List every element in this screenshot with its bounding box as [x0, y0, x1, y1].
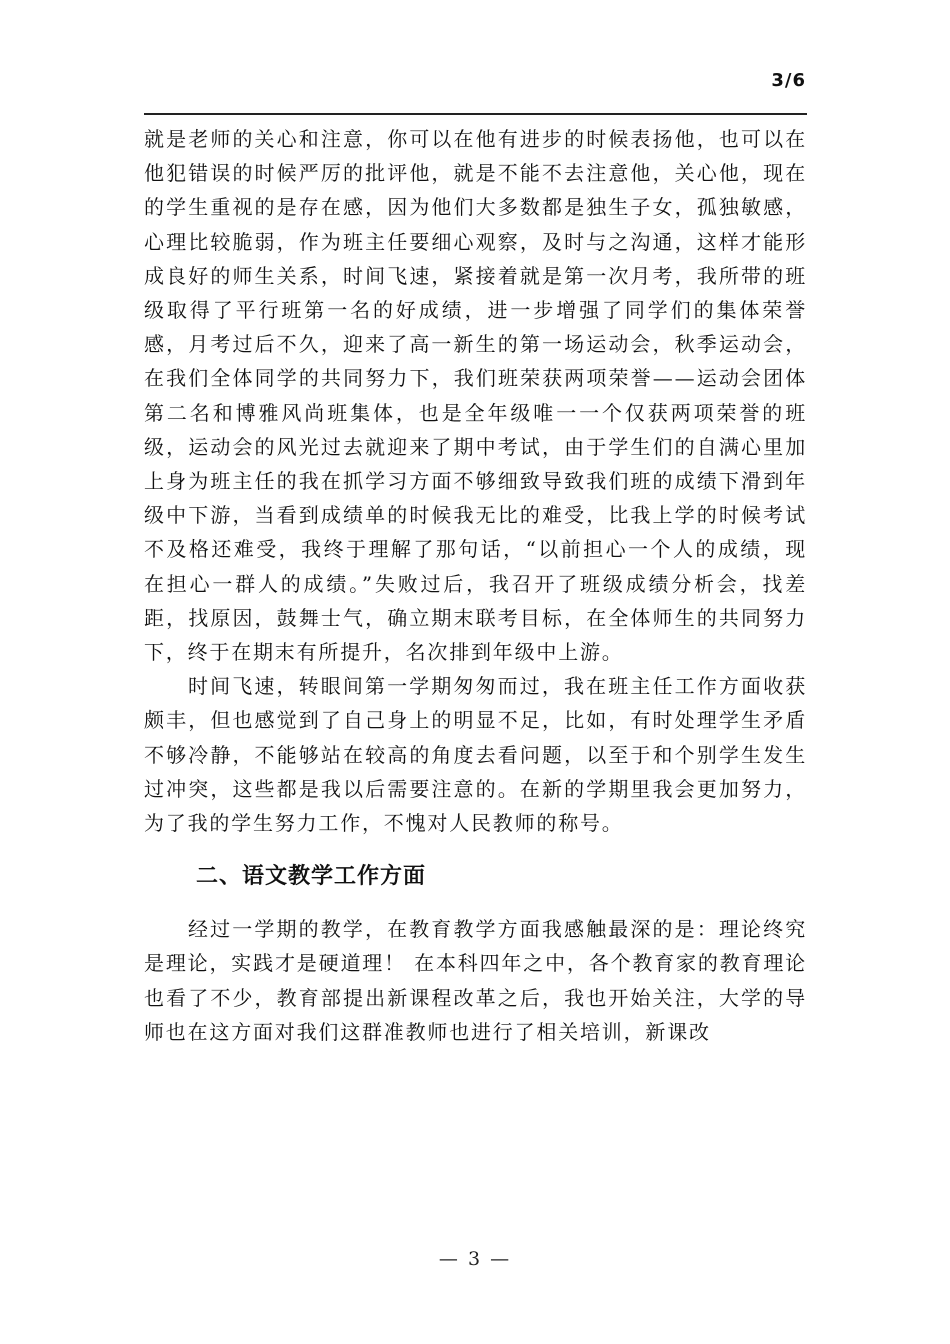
page-indicator: 3/6	[771, 70, 806, 91]
document-body	[144, 122, 807, 1049]
footer-page-number: — 3 —	[438, 1248, 512, 1270]
paragraph-teaching-experience: 经过一学期的教学，在教育教学方面我感触最深的是：理论终究是理论，实践才是硬道理！ 在本科四年之中，各个教育家的教育理论也看了不少，教育部提出新课程改革之后，我也开始关注，大学的导师也在这方面对我们这群准教师也进行了相关培训，新课改	[144, 917, 807, 1044]
header-divider	[144, 113, 807, 115]
section-heading-chinese-teaching: 二、语文教学工作方面	[196, 864, 427, 890]
paragraph-class-management-continued: 就是老师的关心和注意，你可以在他有进步的时候表扬他，也可以在他犯错误的时候严厉的批评他，就是不能不去注意他，关心他，现在的学生重视的是存在感，因为他们大多数都是独生子女，孤独敏感，心理比较脆弱，作为班主任要细心观察，及时与之沟通，这样才能形成良好的师生关系，时间飞速，紧接着就是第一次月考，我所带的班级取得了平行班第一名的好成绩，进一步增强了同学们的集体荣誉感，月考过后不久，迎来了高一新生的第一场运动会，秋季运动会，在我们全体同学的共同努力下，我们班荣获两项荣誉——运动会团体第二名和博雅风尚班集体，也是全年级唯一一个仅获两项荣誉的班级，运动会的风光过去就迎来了期中考试，由于学生们的自满心里加上身为班主任的我在抓学习方面不够细致导致我们班的成绩下滑到年级中下游，当看到成绩单的时候我无比的难受，比我上学的时候考试不及格还难受，我终于理解了那句话，“以前担心一个人的成绩，现在担心一群人的成绩。”失败过后，我召开了班级成绩分析会，找差距，找原因，鼓舞士气，确立期末联考目标，在全体师生的共同努力下，终于在期末有所提升，名次排到年级中上游。	[144, 127, 807, 665]
paragraph-semester-reflection: 时间飞速，转眼间第一学期匆匆而过，我在班主任工作方面收获颇丰，但也感觉到了自己身上的明显不足，比如，有时处理学生矛盾不够冷静，不能够站在较高的角度去看问题，以至于和个别学生发生过冲突，这些都是我以后需要注意的。在新的学期里我会更加努力，为了我的学生努力工作，不愧对人民教师的称号。	[144, 674, 807, 836]
